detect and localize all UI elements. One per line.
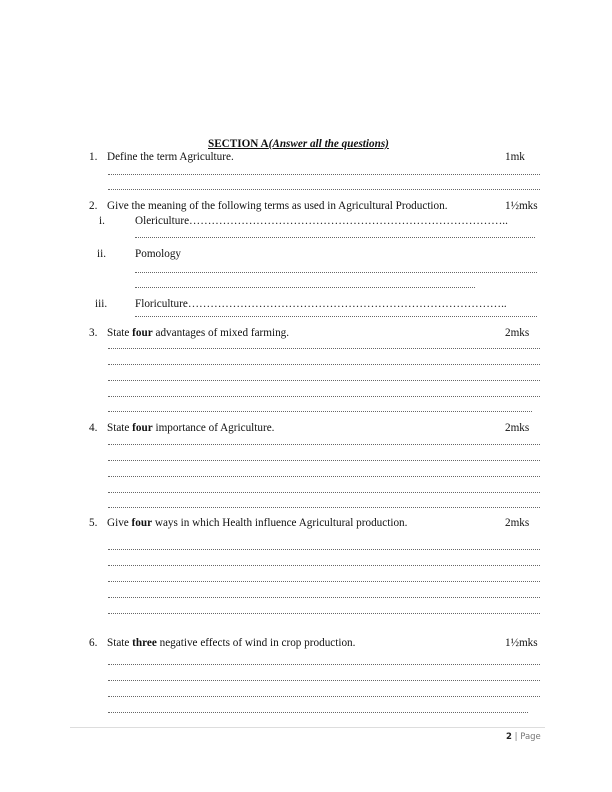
question-marks: 1½mks: [505, 637, 538, 649]
answer-line: [108, 476, 540, 477]
question-marks: 1mk: [505, 151, 525, 163]
question-text: Define the term Agriculture.: [107, 151, 234, 163]
question-marks: 1½mks: [505, 200, 538, 212]
question-number: 2.: [89, 200, 98, 212]
question-marks: 2mks: [505, 422, 530, 434]
question-marks: 2mks: [505, 327, 530, 339]
question-number: 4.: [89, 422, 98, 434]
answer-line: [108, 581, 540, 582]
answer-line: [108, 597, 540, 598]
answer-line: [108, 664, 540, 665]
section-title: SECTION A(Answer all the questions): [208, 138, 389, 150]
question-text: Give the meaning of the following terms as used in Agricultural Production.: [107, 200, 448, 212]
answer-line: [108, 549, 540, 550]
subitem-term: Pomology: [135, 248, 182, 260]
subitem-number: ii.: [97, 248, 107, 260]
answer-line: [108, 696, 540, 697]
footer-divider: [70, 727, 545, 728]
answer-line: [108, 712, 528, 713]
question-number: 6.: [89, 637, 98, 649]
subitem-term: Olericulture…………………………………………………………………………..: [135, 215, 508, 227]
question-number: 5.: [89, 517, 98, 529]
question-text: State four advantages of mixed farming.: [107, 327, 290, 339]
answer-line: [108, 396, 540, 397]
answer-line: [108, 174, 540, 175]
answer-line: [108, 348, 540, 349]
question-marks: 2mks: [505, 517, 530, 529]
question-number: 3.: [89, 327, 98, 339]
answer-line: [135, 237, 535, 238]
answer-line: [108, 565, 540, 566]
answer-line: [135, 287, 475, 288]
subitem-number: i.: [99, 215, 105, 227]
answer-line: [135, 316, 537, 317]
answer-line: [108, 680, 540, 681]
answer-line: [135, 272, 537, 273]
question-text: State three negative effects of wind in crop production.: [107, 637, 356, 649]
question-text: State four importance of Agriculture.: [107, 422, 275, 434]
subitem-number: iii.: [95, 298, 108, 310]
answer-line: [108, 364, 540, 365]
answer-line: [108, 507, 540, 508]
subitem-term: Floriculture…………………………………………………………………………..: [135, 298, 507, 310]
answer-line: [108, 613, 540, 614]
question-text: Give four ways in which Health influence Agricultural production.: [107, 517, 408, 529]
answer-line: [108, 492, 540, 493]
answer-line: [108, 189, 540, 190]
answer-line: [108, 411, 532, 412]
answer-line: [108, 380, 540, 381]
answer-line: [108, 444, 540, 445]
answer-line: [108, 460, 540, 461]
page-footer: 2 | Page: [506, 732, 541, 742]
question-number: 1.: [89, 151, 98, 163]
